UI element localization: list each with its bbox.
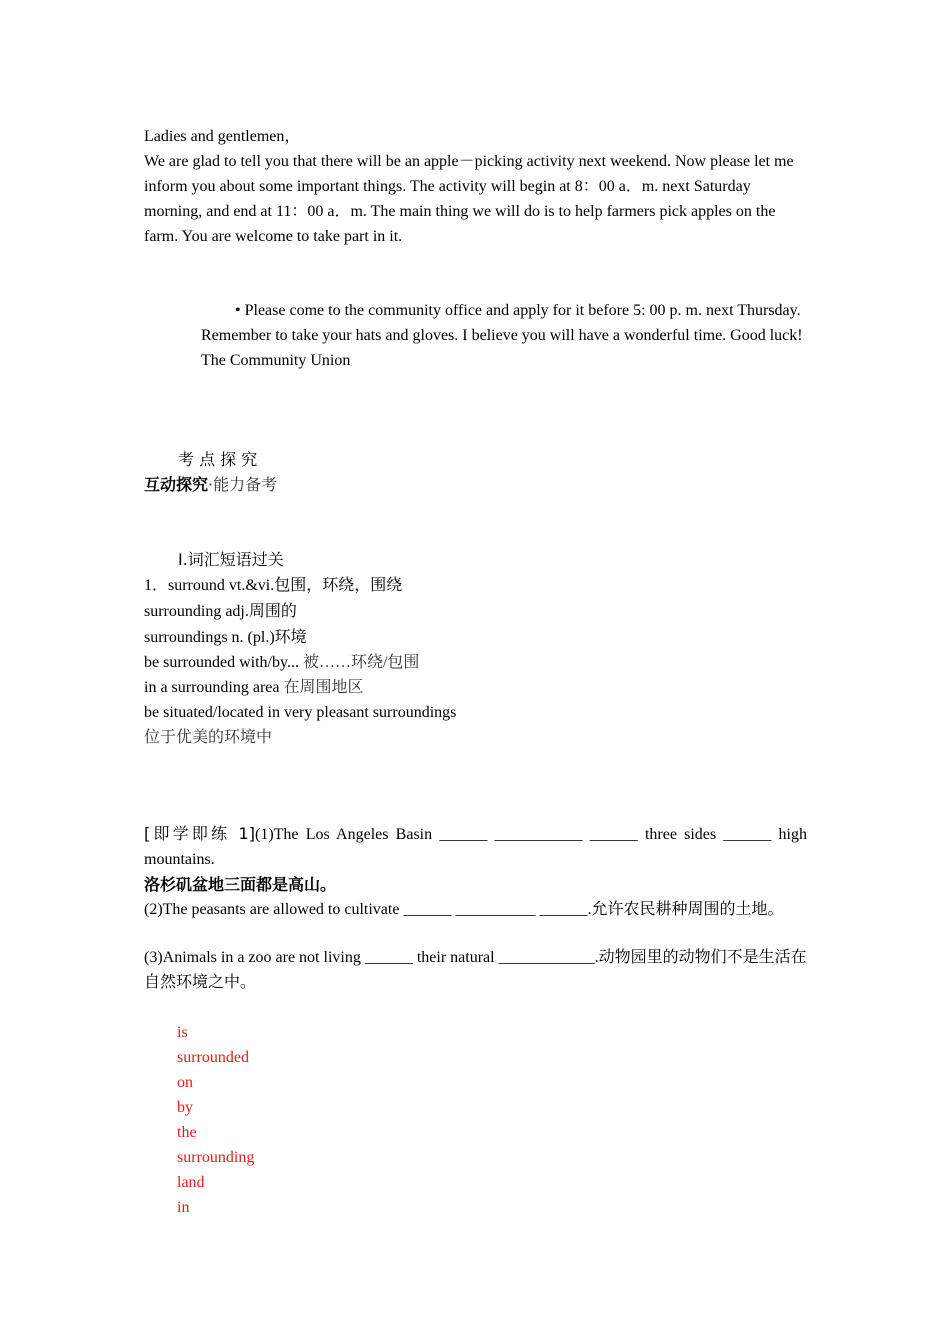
section-header xyxy=(144,447,807,497)
practice-section xyxy=(144,821,807,922)
vocab-section xyxy=(144,547,807,750)
answer-item: on xyxy=(177,1074,193,1091)
vocab-heading: Ⅰ.词汇短语过关 xyxy=(178,550,284,569)
notice-body xyxy=(144,124,807,249)
answer-item: land xyxy=(177,1174,205,1191)
practice-q1-translation: 洛杉矶盆地三面都是高山。 xyxy=(144,875,337,894)
vocab-line: surroundings n. (pl.)环境 xyxy=(144,627,307,646)
practice-q1-cont: mountains. xyxy=(144,851,215,868)
vocab-line: be situated/located in very pleasant surroundings xyxy=(144,704,457,721)
notice-bullet-block xyxy=(201,298,807,373)
answer-item: surrounded xyxy=(177,1049,249,1066)
section-subheading: 互动探究·能力备考 xyxy=(144,475,278,494)
practice-q3-block xyxy=(144,945,807,995)
answer-item: surrounding xyxy=(177,1149,255,1166)
practice-q3: (3)Animals in a zoo are not living ______ their natural ____________.动物园里的动物们不是生活在自然环境之中。 xyxy=(144,949,807,991)
vocab-line: surrounding adj.周围的 xyxy=(144,601,297,620)
answer-item: is xyxy=(177,1024,188,1041)
answer-item: by xyxy=(177,1099,193,1116)
answer-item: the xyxy=(177,1124,197,1141)
practice-q2: (2)The peasants are allowed to cultivate ______ __________ ______.允许农民耕种周围的土地。 xyxy=(144,901,784,918)
vocab-line: in a surrounding area 在周围地区 xyxy=(144,679,364,696)
notice-signature: The Community Union xyxy=(201,352,351,369)
notice-greeting: Ladies and gentlemen， xyxy=(144,128,301,145)
section-heading: 考 点 探 究 xyxy=(178,450,258,469)
notice-bullet: • Please come to the community office and apply for it before 5: 00 p. m. next Thursday. Remember to take your hats and gloves. I believe you will have a wonderful time. Good luck! xyxy=(201,302,803,344)
answer-list xyxy=(177,1020,840,1220)
notice-paragraph: We are glad to tell you that there will be an apple－picking activity next weekend. Now please let me inform you about some important things. The activity will begin at 8：00 a．m. next Saturday morning, and end at 11：00 a．m. The main thing we will do is to help farmers pick apples on the farm. You are welcome to take part in it. xyxy=(144,153,794,245)
vocab-line: be surrounded with/by... 被……环绕/包围 xyxy=(144,654,420,671)
vocab-line-translation: 位于优美的环境中 xyxy=(144,729,273,746)
practice-q1: [即学即练 1](1)The Los Angeles Basin ______ ___________ ______ three sides ______ high xyxy=(144,824,807,843)
answer-item: in xyxy=(177,1199,190,1216)
vocab-entry-head: 1．surround vt.&vi.包围，环绕，围绕 xyxy=(144,575,403,594)
